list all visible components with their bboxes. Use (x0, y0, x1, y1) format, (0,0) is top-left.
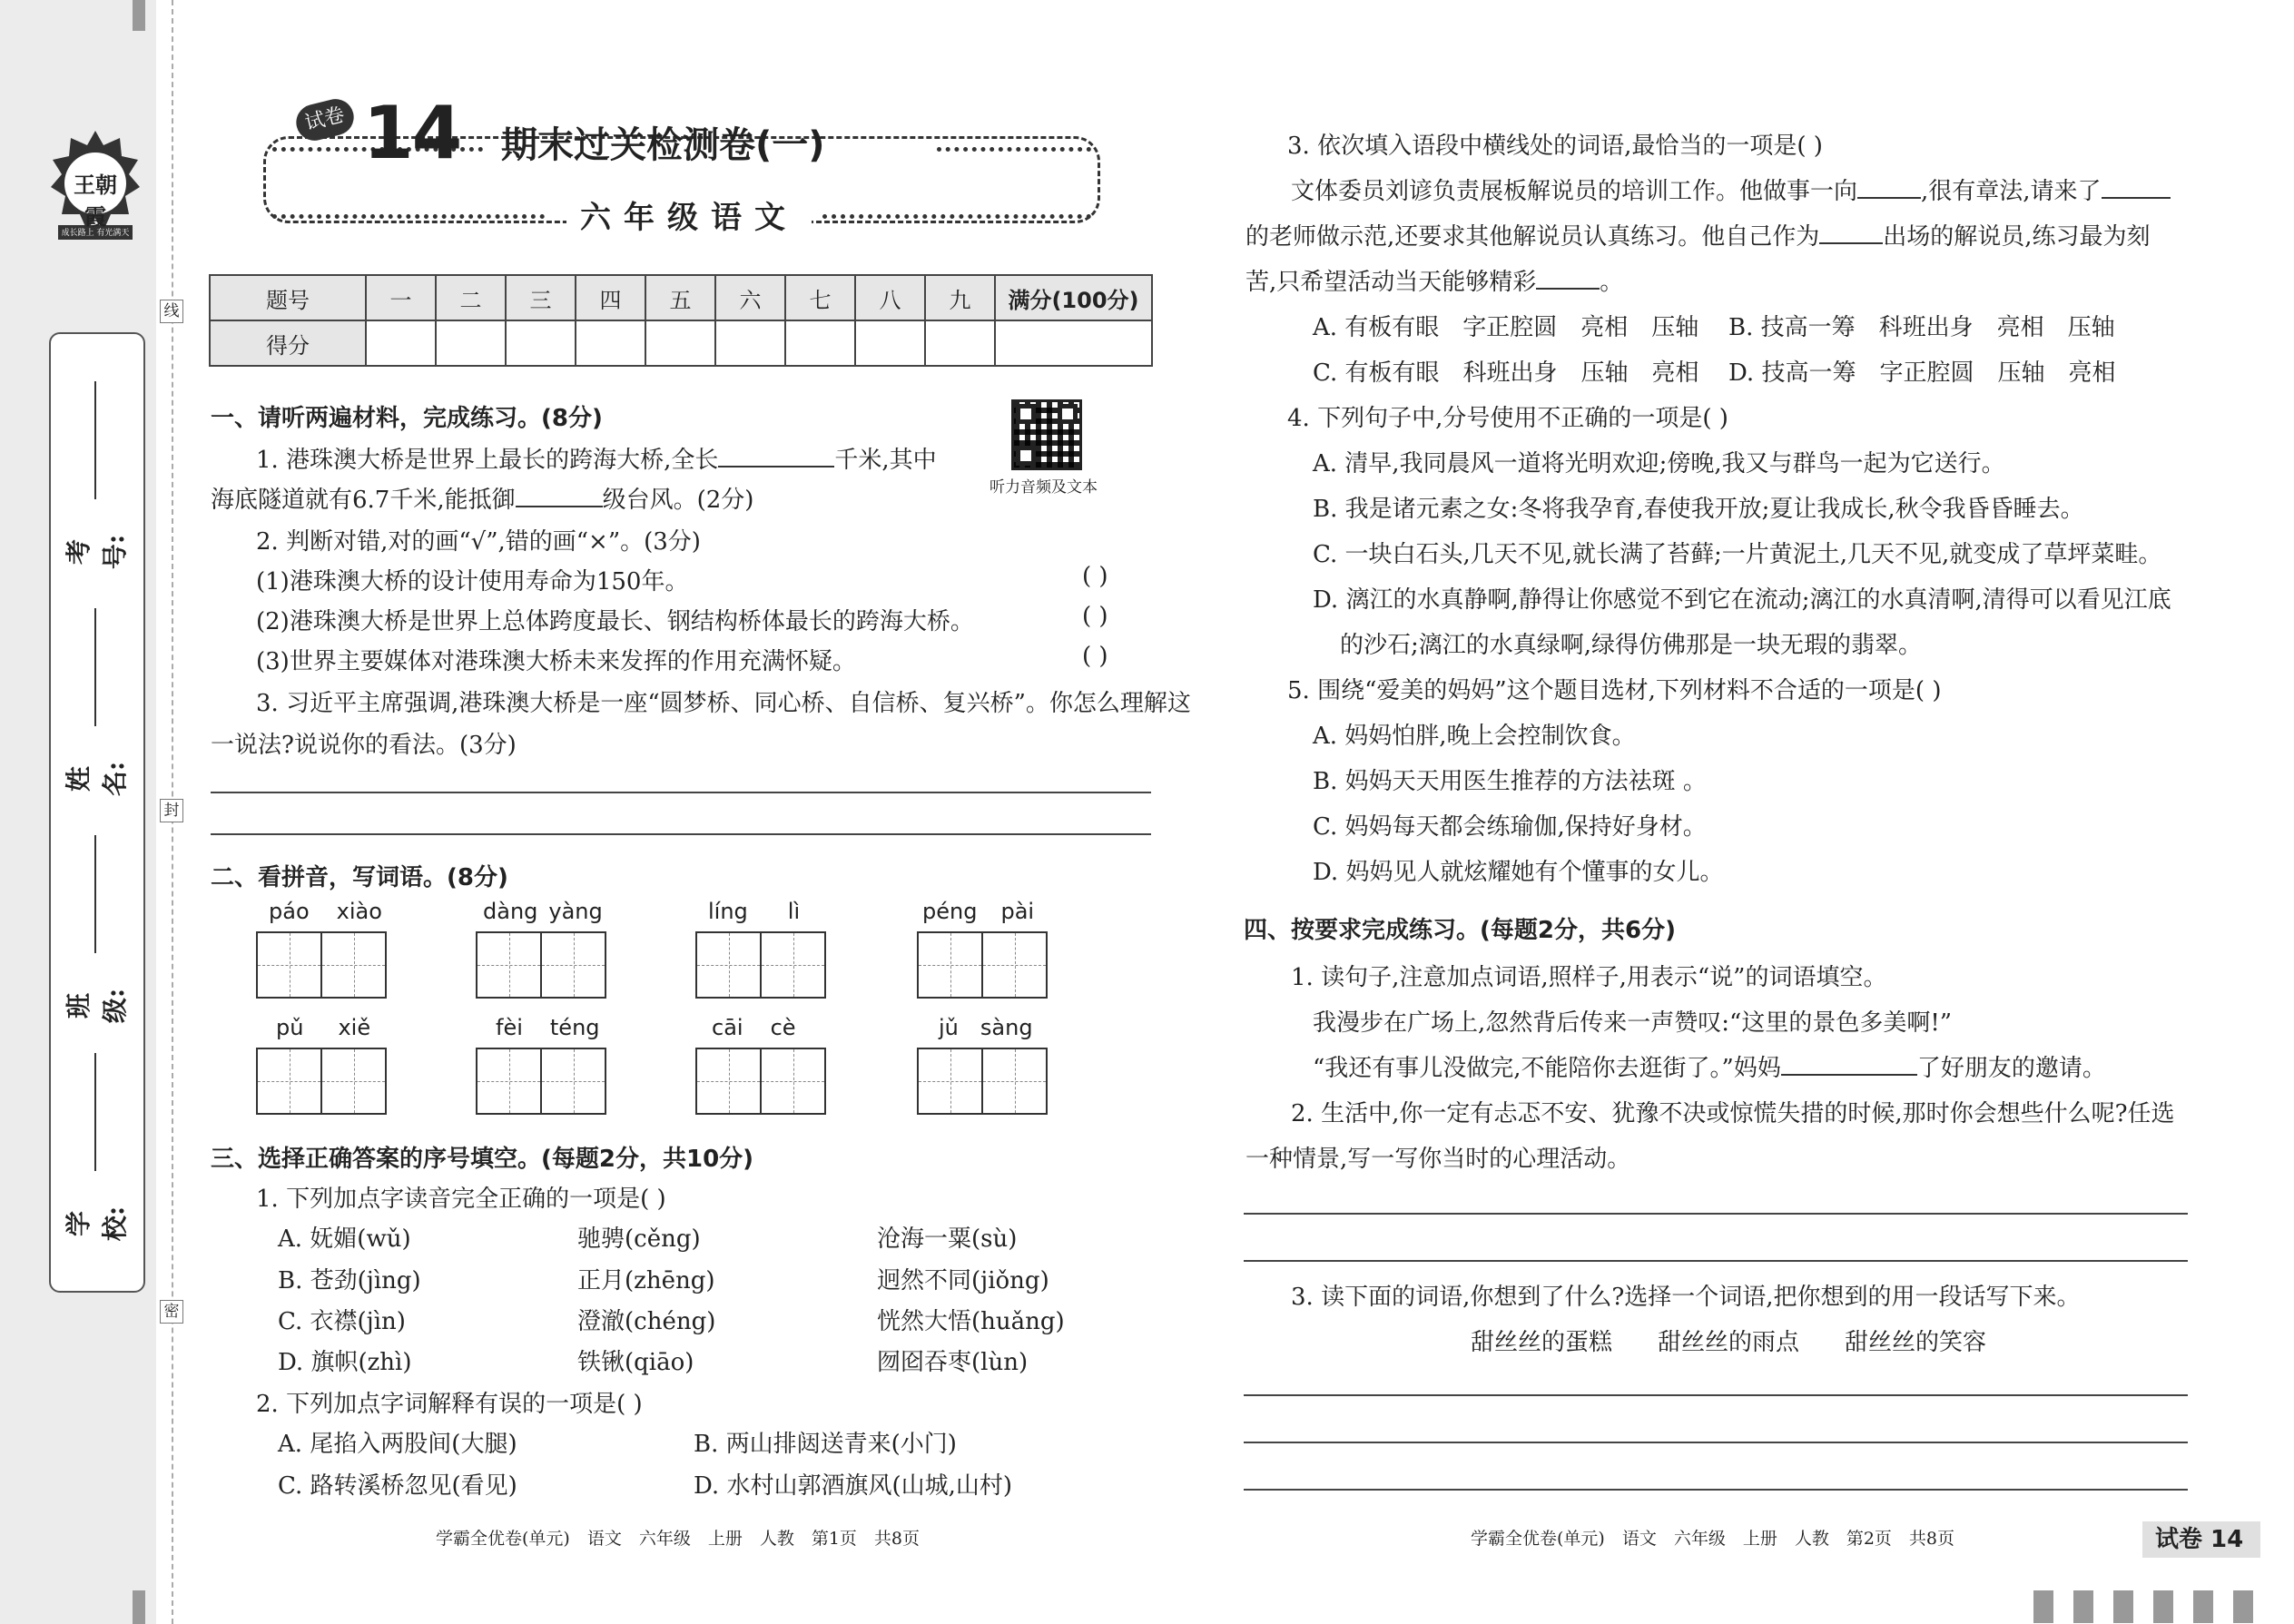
s1-q1-blank-2[interactable] (516, 506, 603, 507)
r-q3-text: 。 (1600, 269, 1624, 296)
s1-q3-line2: 一说法?说说你的看法。(3分) (211, 732, 517, 759)
logo-slogan: 成长路上 有光满天 (61, 229, 130, 238)
s3-q1-option: 澄澈(chéng) (577, 1308, 716, 1335)
s3-q2-option: A. 尾掐入两股间(大腿) (278, 1431, 517, 1458)
answer-line[interactable] (211, 792, 1151, 793)
s4-q1-example: 我漫步在广场上,忽然背后传来一声赞叹:“这里的景色多美啊!” (1313, 1009, 1953, 1037)
paper-badge: 试卷 (292, 95, 358, 144)
pinyin-syllable: jǔ (939, 1015, 959, 1040)
title-dots-right (937, 147, 1091, 152)
r-q3-text: 的老师做示范,还要求其他解说员认真练习。他自己作为 (1245, 223, 1820, 251)
s4-q1-fill (1313, 1049, 2106, 1083)
s1-q1-text-d: 级台风。(2分) (602, 487, 754, 514)
score-cell[interactable] (925, 320, 995, 366)
s1-q2-item-1: (1)港珠澳大桥的设计使用寿命为150年。 (256, 568, 689, 595)
score-header-cell: 五 (645, 275, 715, 320)
paper-number: 14 (363, 91, 461, 175)
section-3-title: 三、选择正确答案的序号填空。(每题2分，共10分) (211, 1146, 754, 1173)
edge-mark (2153, 1590, 2173, 1623)
edge-mark (2193, 1590, 2213, 1623)
s1-q1-line1 (256, 441, 937, 475)
s3-q1-option: 铁锹(qiāo) (577, 1349, 694, 1376)
pinyin-syllable: páo (269, 899, 310, 924)
s4-q3-word: 甜丝丝的笑容 (1845, 1329, 1987, 1356)
edge-mark (2033, 1590, 2053, 1623)
s3-q1-option: 迥然不同(jiǒng) (877, 1267, 1049, 1294)
pinyin-syllable: péng (922, 899, 978, 924)
r-q4-option: A. 清早,我同晨风一道将光明欢迎;傍晚,我又与群鸟一起为它送行。 (1313, 450, 2005, 477)
pinyin-syllable: fèi (496, 1015, 523, 1040)
s3-q1-option: B. 苍劲(jìng) (278, 1267, 421, 1294)
r-q4-option-cont: 的沙石;漓江的水真绿啊,绿得仿佛那是一块无瑕的翡翠。 (1340, 632, 1923, 659)
pinyin-syllable: lì (787, 899, 801, 924)
s4-q3-word: 甜丝丝的蛋糕 (1471, 1329, 1613, 1356)
s1-q1-text-b: 千米,其中 (834, 447, 937, 474)
pinyin-syllable: téng (549, 1015, 600, 1040)
r-q3-blank-4[interactable] (1536, 288, 1600, 290)
score-header-cell: 题号 (210, 275, 366, 320)
seal-char-mi: 密 (160, 1300, 183, 1324)
tianzige-4[interactable] (917, 931, 1048, 999)
pinyin-syllable: xiào (336, 899, 382, 924)
s4-q1-text: 了好朋友的邀请。 (1916, 1055, 2106, 1082)
r-q5-option: D. 妈妈见人就炫耀她有个懂事的女儿。 (1313, 859, 1724, 886)
score-header-cell: 六 (715, 275, 785, 320)
tianzige-1[interactable] (256, 931, 387, 999)
publisher-logo (45, 127, 145, 245)
score-table-score-row (210, 320, 1152, 366)
score-header-cell: 七 (785, 275, 855, 320)
s3-q1-option: 驰骋(cěng) (577, 1225, 701, 1253)
r-q5-option: A. 妈妈怕胖,晚上会控制饮食。 (1313, 723, 1636, 750)
r-q3-option: C. 有板有眼 科班出身 压轴 亮相 (1313, 359, 1699, 387)
r-q4-option: C. 一块白石头,几天不见,就长满了苔藓;一片黄泥土,几天不见,就变成了草坪菜畦。 (1313, 541, 2162, 568)
answer-line[interactable] (1244, 1442, 2188, 1443)
r-q3-blank-3[interactable] (1819, 242, 1883, 244)
score-header-cell: 三 (506, 275, 576, 320)
pinyin-6 (496, 1015, 600, 1040)
s1-q2-item-2: (2)港珠澳大桥是世界上总体跨度最长、钢结构桥体最长的跨海大桥。 (256, 608, 974, 635)
r-q5-option: C. 妈妈每天都会练瑜伽,保持好身材。 (1313, 813, 1707, 841)
answer-line[interactable] (211, 833, 1151, 835)
title-dots-bottom-right (822, 214, 1091, 219)
field-exam-number[interactable] (64, 381, 130, 645)
score-cell[interactable] (715, 320, 785, 366)
answer-paren[interactable]: ( ) (1082, 603, 1108, 630)
subject-title: 六年级语文 (566, 192, 812, 234)
pinyin-syllable: pǔ (276, 1015, 304, 1040)
r-q4: 4. 下列句子中,分号使用不正确的一项是( ) (1287, 405, 1728, 432)
pinyin-syllable: dàng (483, 899, 538, 924)
s4-q1: 1. 读句子,注意加点词语,照样子,用表示“说”的词语填空。 (1291, 964, 1887, 991)
r-q3-text: 文体委员刘谚负责展板解说员的培训工作。他做事一向 (1291, 178, 1858, 205)
r-q3-text: 出场的解说员,练习最为刻 (1883, 223, 2151, 251)
section-1-title: 一、请听两遍材料，完成练习。(8分) (211, 405, 603, 432)
binding-mark-bottom (133, 1590, 145, 1624)
pinyin-5 (276, 1015, 370, 1040)
s3-q1-option: A. 妩媚(wǔ) (278, 1225, 411, 1253)
tianzige-3[interactable] (695, 931, 826, 999)
score-header-cell: 四 (576, 275, 645, 320)
answer-line[interactable] (1244, 1394, 2188, 1396)
score-cell[interactable] (576, 320, 645, 366)
r-q3-text: 苦,只希望活动当天能够精彩 (1245, 269, 1537, 296)
s3-q1-option: 正月(zhēng) (577, 1267, 715, 1294)
s3-q2-option: B. 两山排闼送青来(小门) (694, 1431, 957, 1458)
qr-caption: 听力音频及文本 (989, 478, 1098, 497)
pinyin-3 (708, 899, 800, 924)
field-school-label: 学校: (64, 1206, 130, 1242)
pinyin-4 (922, 899, 1034, 924)
pinyin-8 (939, 1015, 1033, 1040)
logo-text: 王朝霞 (74, 172, 117, 230)
s1-q3-line1: 3. 习近平主席强调,港珠澳大桥是一座“圆梦桥、同心桥、自信桥、复兴桥”。你怎么理解这 (256, 690, 1191, 717)
r-q3-text: ,很有章法,请来了 (1921, 178, 2102, 205)
score-cell[interactable] (506, 320, 576, 366)
r-q3-option: A. 有板有眼 字正腔圆 亮相 压轴 (1313, 314, 1699, 341)
footer-left: 学霸全优卷(单元) 语文 六年级 上册 人教 第1页 共8页 (436, 1529, 921, 1549)
r-q3-passage-2 (1245, 218, 2151, 251)
score-table-header-row (210, 275, 1152, 320)
field-exam-number-label: 考号: (64, 534, 130, 570)
section-2-title: 二、看拼音，写词语。(8分) (211, 864, 508, 891)
r-q3-option: D. 技高一筹 字正腔圆 压轴 亮相 (1728, 359, 2116, 387)
score-cell[interactable] (995, 320, 1152, 366)
score-table (209, 274, 1153, 367)
s3-q1: 1. 下列加点字读音完全正确的一项是( ) (256, 1186, 666, 1213)
pinyin-syllable: pài (1000, 899, 1035, 924)
s3-q1-option: 恍然大悟(huǎng) (877, 1308, 1065, 1335)
pinyin-syllable: xiě (338, 1015, 371, 1040)
s4-q1-text: “我还有事儿没做完,不能陪你去逛街了。”妈妈 (1313, 1055, 1781, 1082)
binding-mark-top (133, 0, 145, 31)
tianzige-8[interactable] (917, 1048, 1048, 1115)
score-row-label: 得分 (210, 320, 366, 366)
s1-q1-text-c: 海底隧道就有6.7千米,能抵御 (211, 487, 516, 514)
score-cell[interactable] (436, 320, 506, 366)
s3-q2-option: D. 水村山郭酒旗风(山城,山村) (694, 1472, 1013, 1500)
s1-q2: 2. 判断对错,对的画“√”,错的画“×”。(3分) (256, 528, 701, 556)
seal-char-xian: 线 (160, 300, 183, 323)
s3-q1-option: D. 旗帜(zhì) (278, 1349, 412, 1376)
r-q3-passage-3 (1245, 263, 1623, 297)
paper-tab-badge: 试卷 14 (2142, 1521, 2260, 1558)
score-cell[interactable] (785, 320, 855, 366)
score-header-cell: 满分(100分) (995, 275, 1152, 320)
tianzige-2[interactable] (476, 931, 606, 999)
answer-line[interactable] (1244, 1260, 2188, 1262)
r-q5-option: B. 妈妈天天用医生推荐的方法祛斑 。 (1313, 768, 1707, 795)
seal-char-feng: 封 (160, 799, 183, 822)
s3-q2-option: C. 路转溪桥忽见(看见) (278, 1472, 517, 1500)
s1-q1-blank-1[interactable] (718, 466, 834, 468)
edge-mark (2233, 1590, 2253, 1623)
pinyin-syllable: sàng (980, 1015, 1033, 1040)
s3-q1-option: C. 衣襟(jìn) (278, 1308, 406, 1335)
r-q3-passage-1 (1291, 172, 2171, 206)
score-header-cell: 八 (855, 275, 925, 320)
r-q3-blank-1[interactable] (1857, 197, 1921, 199)
s1-q2-item-3: (3)世界主要媒体对港珠澳大桥未来发挥的作用充满怀疑。 (256, 648, 856, 675)
tianzige-7[interactable] (695, 1048, 826, 1115)
pinyin-syllable: cāi (712, 1015, 743, 1040)
score-cell[interactable] (645, 320, 715, 366)
s1-q1-text-a: 1. 港珠澳大桥是世界上最长的跨海大桥,全长 (256, 447, 719, 474)
r-q3-blank-2[interactable] (2102, 197, 2171, 199)
answer-paren[interactable]: ( ) (1082, 643, 1108, 670)
s4-q3-word: 甜丝丝的雨点 (1658, 1329, 1800, 1356)
score-header-cell: 九 (925, 275, 995, 320)
r-q4-option: B. 我是诸元素之女:冬将我孕育,春使我开放;夏让我成长,秋令我昏昏睡去。 (1313, 496, 2084, 523)
pinyin-syllable: yàng (548, 899, 603, 924)
field-name[interactable] (64, 608, 130, 871)
s3-q2: 2. 下列加点字词解释有误的一项是( ) (256, 1391, 643, 1418)
field-name-label: 姓名: (64, 761, 130, 797)
tianzige-6[interactable] (476, 1048, 606, 1115)
answer-line[interactable] (1244, 1489, 2188, 1491)
r-q5: 5. 围绕“爱美的妈妈”这个题目选材,下列材料不合适的一项是( ) (1287, 677, 1942, 704)
edge-mark (2113, 1590, 2133, 1623)
r-q4-option: D. 漓江的水真静啊,静得让你感觉不到它在流动;漓江的水真清啊,清得可以看见江底 (1313, 586, 2171, 614)
answer-line[interactable] (1244, 1213, 2188, 1215)
pinyin-2 (483, 899, 603, 924)
score-header-cell: 二 (436, 275, 506, 320)
s3-q1-option: 沧海一粟(sù) (877, 1225, 1018, 1253)
title-dots-bottom-left (272, 214, 545, 219)
s4-q2-line1: 2. 生活中,你一定有忐忑不安、犹豫不决或惊慌失措的时候,那时你会想些什么呢?任选 (1291, 1100, 2175, 1127)
r-q3-option: B. 技高一筹 科班出身 亮相 压轴 (1728, 314, 2115, 341)
pinyin-syllable: cè (770, 1015, 796, 1040)
s4-q1-blank[interactable] (1781, 1074, 1917, 1076)
score-header-cell: 一 (366, 275, 436, 320)
pinyin-7 (712, 1015, 796, 1040)
s3-q1-option: 囫囵吞枣(lùn) (877, 1349, 1029, 1376)
s4-q3: 3. 读下面的词语,你想到了什么?选择一个词语,把你想到的用一段话写下来。 (1291, 1284, 2081, 1311)
paper-title: 期末过关检测卷(一) (501, 124, 825, 166)
answer-paren[interactable]: ( ) (1082, 563, 1108, 590)
footer-right: 学霸全优卷(单元) 语文 六年级 上册 人教 第2页 共8页 (1471, 1529, 1955, 1549)
tianzige-5[interactable] (256, 1048, 387, 1115)
s4-q2-line2: 一种情景,写一写你当时的心理活动。 (1245, 1146, 1631, 1173)
field-class-label: 班级: (64, 988, 130, 1024)
s1-q1-line2 (211, 481, 753, 515)
r-q3: 3. 依次填入语段中横线处的词语,最恰当的一项是( ) (1287, 133, 1823, 160)
section-4-title: 四、按要求完成练习。(每题2分，共6分) (1244, 917, 1676, 944)
qr-code[interactable] (1011, 399, 1082, 470)
pinyin-1 (269, 899, 382, 924)
score-cell[interactable] (855, 320, 925, 366)
score-cell[interactable] (366, 320, 436, 366)
edge-mark (2073, 1590, 2093, 1623)
field-school[interactable] (64, 1053, 130, 1316)
pinyin-syllable: líng (708, 899, 748, 924)
